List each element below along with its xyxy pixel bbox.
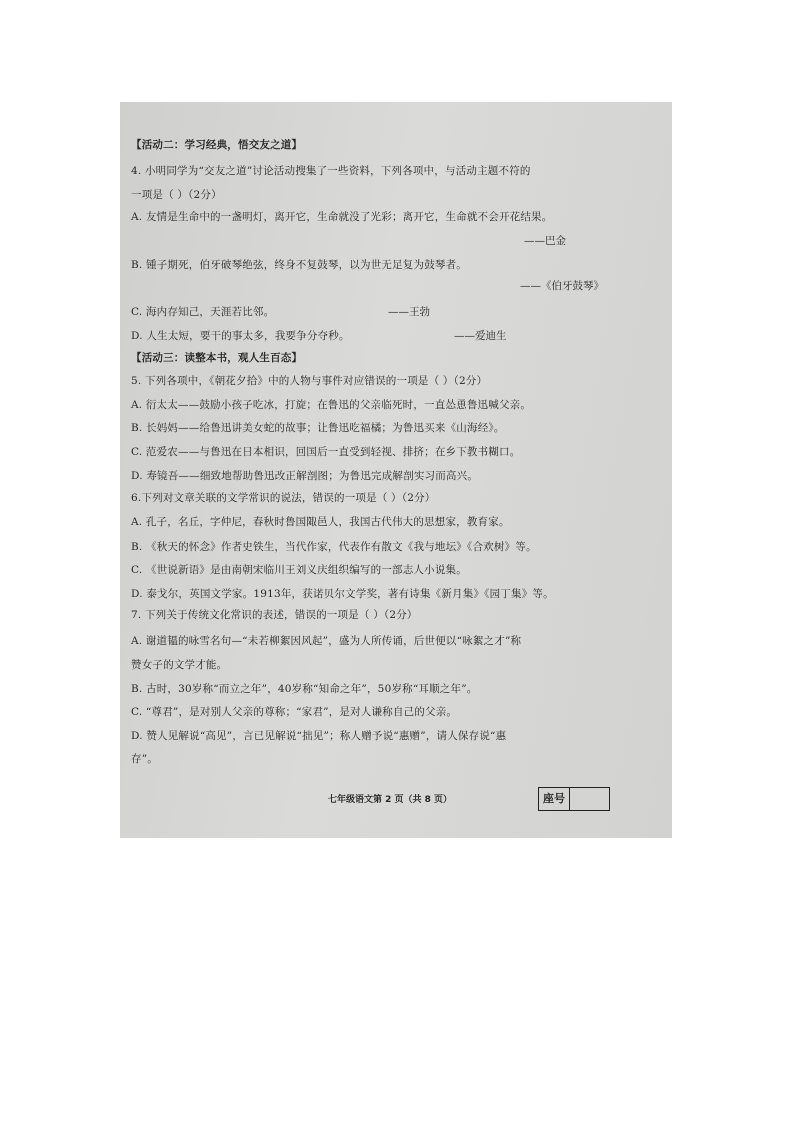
page-footer: 七年级语文第 2 页（共 8 页） xyxy=(328,795,453,805)
seat-number-label: 座号 xyxy=(539,788,570,810)
q5-stem: 5. 下列各项中，《朝花夕拾》中的人物与事件对应错误的一项是（ ）（2分） xyxy=(131,375,488,387)
q5-option-c: C. 范爱农——与鲁迅在日本相识，回国后一直受到轻视、排挤；在乡下教书糊口。 xyxy=(131,446,521,458)
activity2-heading: 【活动二：学习经典，悟交友之道】 xyxy=(131,139,303,151)
q5-option-b: B. 长妈妈——给鲁迅讲美女蛇的故事；让鲁迅吃福橘；为鲁迅买来《山海经》。 xyxy=(131,422,505,434)
q4-option-b: B. 锺子期死，伯牙破琴绝弦，终身不复鼓琴，以为世无足复为鼓琴者。 xyxy=(131,259,467,271)
q5-option-d: D. 寿镜吾——细致地帮助鲁迅改正解剖图；为鲁迅完成解剖实习而高兴。 xyxy=(131,470,479,482)
q4-option-c-source: ——王勃 xyxy=(388,306,430,318)
q7-option-b: B. 古时，30岁称“而立之年”，40岁称“知命之年”，50岁称“耳顺之年”。 xyxy=(131,683,478,695)
q6-option-d: D. 泰戈尔，英国文学家。1913年，获诺贝尔文学奖，著有诗集《新月集》《园丁集》等。 xyxy=(131,588,554,600)
q4-option-a: A. 友情是生命中的一盏明灯，离开它，生命就没了光彩；离开它，生命就不会开花结果。 xyxy=(131,211,553,223)
seat-number-field[interactable] xyxy=(570,788,609,810)
q6-option-a: A. 孔子，名丘，字仲尼，春秋时鲁国陬邑人，我国古代伟大的思想家，教育家。 xyxy=(131,516,510,528)
q4-option-a-source: ——巴金 xyxy=(524,235,566,247)
q5-option-a: A. 衍太太——鼓励小孩子吃冰，打旋；在鲁迅的父亲临死时，一直怂恿鲁迅喊父亲。 xyxy=(131,399,532,411)
activity3-heading: 【活动三：读整本书，观人生百态】 xyxy=(131,352,303,364)
q4-stem-line2: 一项是（ ）（2分） xyxy=(131,189,222,201)
q7-option-a-line1: A. 谢道韫的咏雪名句—“未若柳絮因风起”，盛为人所传诵，后世便以“咏絮之才”称 xyxy=(131,635,522,647)
q7-option-a-line2: 赞女子的文学才能。 xyxy=(131,659,228,671)
q7-stem: 7. 下列关于传统文化常识的表述，错误的一项是（ ）（2分） xyxy=(131,609,418,621)
q4-option-c: C. 海内存知己，天涯若比邻。 xyxy=(131,306,275,318)
q4-option-d: D. 人生太短，要干的事太多，我要争分夺秒。 xyxy=(131,330,350,342)
q7-option-d-line1: D. 赞人见解说“高见”，言已见解说“拙见”；称人赠予说“惠赠”，请人保存说“惠 xyxy=(131,730,507,742)
scanned-exam-page xyxy=(120,102,672,838)
q4-stem-line1: 4. 小明同学为“交友之道”讨论活动搜集了一些资料，下列各项中，与活动主题不符的 xyxy=(131,165,531,177)
q6-option-c: C. 《世说新语》是由南朝宋临川王刘义庆组织编写的一部志人小说集。 xyxy=(131,564,467,576)
q7-option-c: C. “尊君”，是对别人父亲的尊称；“家君”，是对人谦称自己的父亲。 xyxy=(131,706,458,718)
q4-option-b-source: ——《伯牙鼓琴》 xyxy=(520,280,604,292)
q6-option-b: B. 《秋天的怀念》作者史铁生，当代作家，代表作有散文《我与地坛》《合欢树》等。 xyxy=(131,541,537,553)
q7-option-d-line2: 存”。 xyxy=(131,753,158,765)
seat-number-box xyxy=(538,787,610,811)
q4-option-d-source: ——爱迪生 xyxy=(454,330,507,342)
q6-stem: 6.下列对文章关联的文学常识的说法，错误的一项是（ ）（2分） xyxy=(131,492,436,504)
